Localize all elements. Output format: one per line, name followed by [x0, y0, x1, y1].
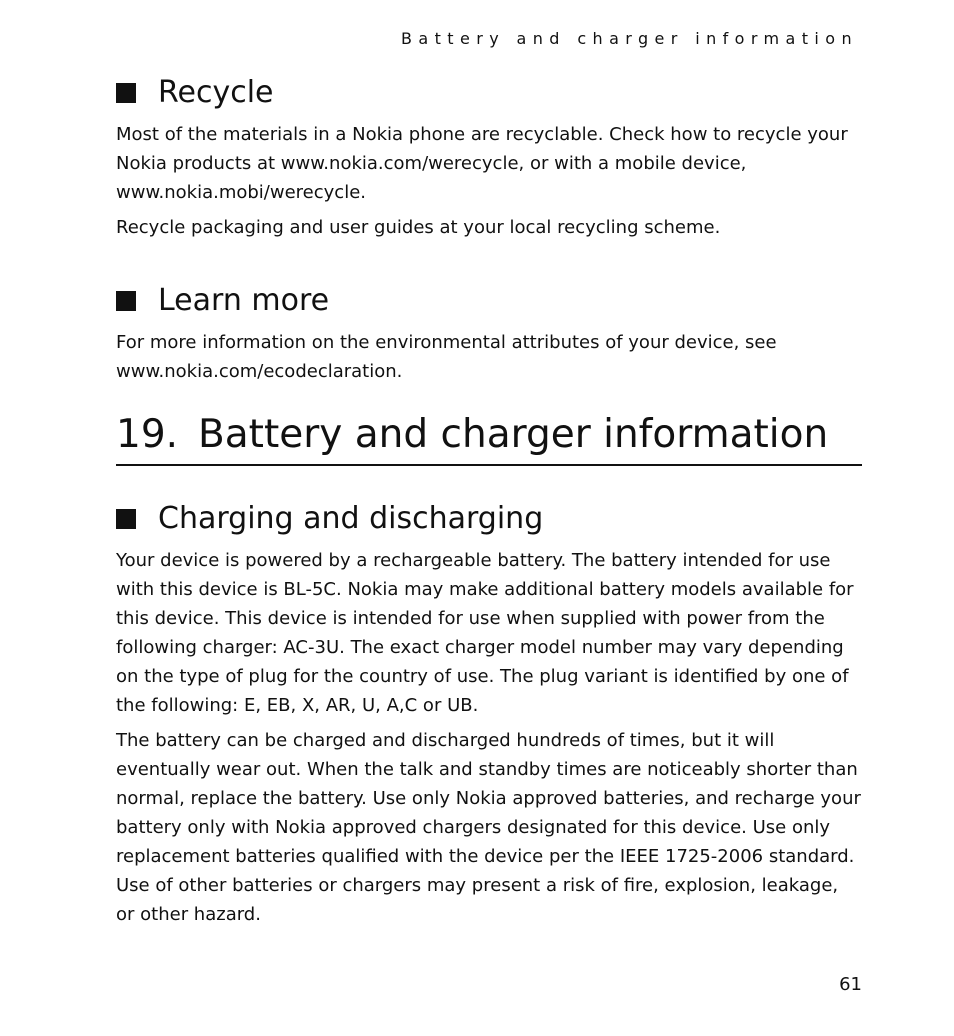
square-bullet-icon: [116, 291, 136, 311]
section-heading-learn-more: [116, 282, 862, 320]
chapter-title: [116, 410, 862, 466]
square-bullet-icon: [116, 509, 136, 529]
section-charging: [116, 500, 862, 929]
paragraph: For more information on the environmental attributes of your device, see www.nokia.com/ecodeclaration.: [116, 332, 777, 382]
heading-text: Charging and discharging: [158, 501, 544, 536]
running-header: Battery and charger information: [401, 29, 858, 48]
section-learn-more: [116, 282, 862, 386]
paragraph: The battery can be charged and discharged hundreds of times, but it will eventually wear out. When the talk and standby times are noticeably shorter than normal, replace the battery. Use only Nokia approved batteries, and recharge your battery only with Nokia approved chargers designated for this device. Use only replacement batteries qualified with the device per the IEEE 1725-2006 standard. Use of other batteries or chargers may present a risk of fire, explosion, leakage, or other hazard.: [116, 730, 861, 925]
chapter-title-text: Battery and charger information: [198, 412, 829, 457]
chapter-number: 19.: [116, 412, 179, 457]
section-recycle: [116, 74, 862, 242]
page-content: [116, 74, 862, 935]
section-heading-charging: [116, 500, 862, 538]
paragraph: Recycle packaging and user guides at your local recycling scheme.: [116, 217, 721, 238]
page-number: 61: [839, 974, 862, 995]
heading-text: Recycle: [158, 75, 274, 110]
heading-text: Learn more: [158, 283, 330, 318]
square-bullet-icon: [116, 83, 136, 103]
paragraph: Your device is powered by a rechargeable battery. The battery intended for use with this device is BL-5C. Nokia may make additional battery models available for this device. This device is intended for use when supplied with power from the following charger: AC-3U. The exact charger model number may vary depending on the type of plug for the country of use. The plug variant is identified by one of the following: E, EB, X, AR, U, A,C or UB.: [116, 550, 854, 716]
section-heading-recycle: [116, 74, 862, 112]
paragraph: Most of the materials in a Nokia phone are recyclable. Check how to recycle your Nokia products at www.nokia.com/werecycle, or with a mobile device, www.nokia.mobi/werecycle.: [116, 124, 848, 203]
